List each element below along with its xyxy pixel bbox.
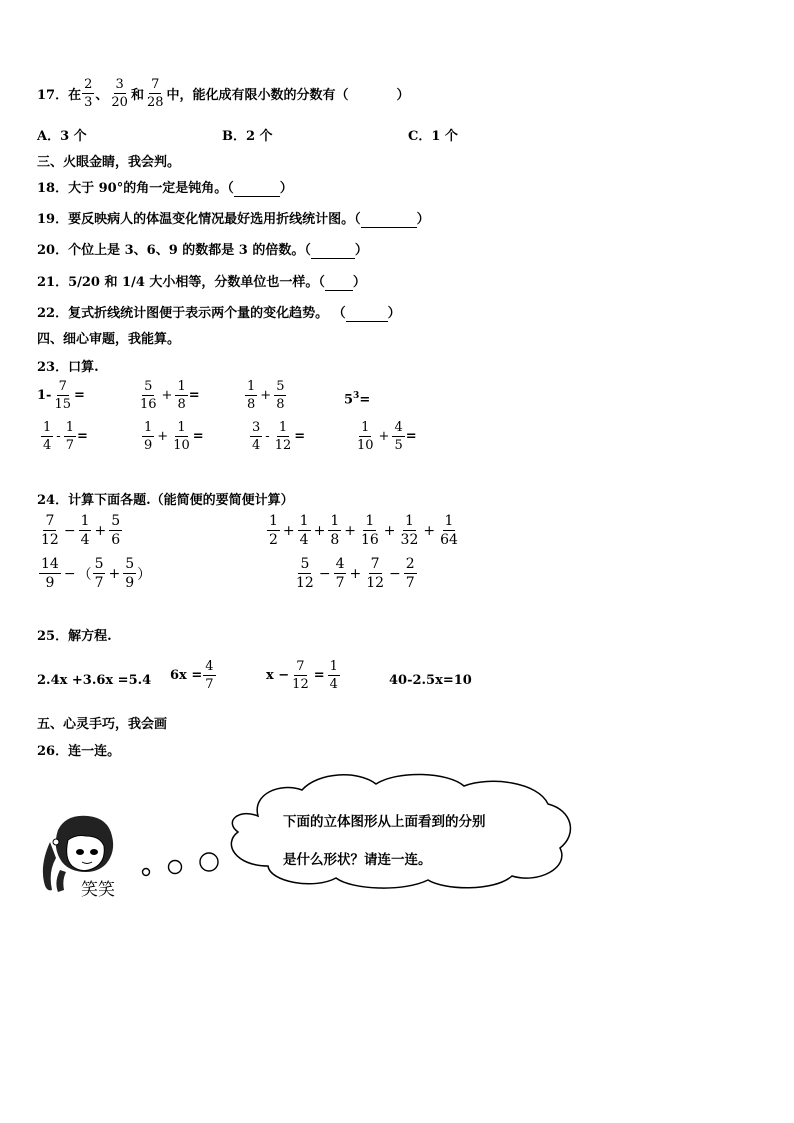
q23-item-2 <box>137 380 200 411</box>
q24-e4-op1: − <box>318 565 331 582</box>
section-3-heading: 三、火眼金睛，我会判。 <box>37 155 181 170</box>
q23-item-7-equals: = <box>294 429 306 444</box>
q23-item-4-base: 5 <box>344 392 354 408</box>
q23-item-2-equals: = <box>188 388 200 403</box>
q21-answer-blank[interactable] <box>325 275 353 291</box>
q23-item-7-op: - <box>265 429 270 444</box>
q20-answer-blank[interactable] <box>311 243 355 259</box>
q25-eq-2-fraction: $\frac{4}{7}$ <box>205 659 214 692</box>
q17-suffix: 中，能化成有限小数的分数有（ <box>166 88 349 103</box>
q25-eq-4: 40-2.5x=10 <box>389 673 472 688</box>
q24-e1-f1: $\frac{7}{12}$ <box>41 513 59 548</box>
q24-e1-f2: $\frac{1}{4}$ <box>80 513 90 548</box>
q25-title: 25．解方程. <box>37 629 112 644</box>
q22-close: ） <box>387 306 401 321</box>
q24-e3-op3: + <box>344 522 356 539</box>
q17-option-c[interactable]: C．1 个 <box>408 129 458 144</box>
cloud-bubble <box>218 768 582 893</box>
q19-text: 19．要反映病人的体温变化情况最好选用折线统计图。（ <box>37 212 361 227</box>
q23-item-3-op: + <box>260 388 272 403</box>
q23-item-6-fraction-b: $\frac{1}{10}$ <box>173 420 190 453</box>
q23-item-1-equals: = <box>74 388 85 403</box>
q21-text: 21．5/20 和 1/4 大小相等，分数单位也一样。（ <box>37 275 325 290</box>
q17-and: 和 <box>130 88 144 103</box>
q24-expr-1 <box>38 514 123 547</box>
q23-item-1-lead: 1- <box>37 388 52 403</box>
q24-e2-f0: $\frac{14}{9}$ <box>41 556 59 591</box>
q23-item-8-op: + <box>378 429 390 444</box>
q18-text: 18．大于 90°的角一定是钝角。（ <box>37 181 234 196</box>
bubble-text-line-1: 下面的立体图形从上面看到的分别 <box>283 814 486 830</box>
section-4-heading: 四、细心审题，我能算。 <box>37 332 181 347</box>
bubble-text-line-2: 是什么形状？请连一连。 <box>283 852 432 868</box>
q23-item-2-fraction-a: $\frac{5}{16}$ <box>140 379 157 412</box>
q23-item-2-op: + <box>161 388 173 403</box>
q21-close: ） <box>352 275 366 290</box>
q24-e2-minus: − <box>63 565 76 582</box>
q24-expr-2 <box>38 557 151 590</box>
q24-e3-op2: + <box>313 522 326 539</box>
q23-item-6-fraction-a: $\frac{1}{9}$ <box>144 420 153 453</box>
q23-item-5-fraction-b: $\frac{1}{7}$ <box>65 420 74 453</box>
q23-item-6-equals: = <box>192 429 204 444</box>
q23-item-6-op: + <box>157 429 169 444</box>
q20-close: ） <box>354 243 368 258</box>
q24-expr-4 <box>293 557 418 590</box>
q23-item-7 <box>249 421 305 452</box>
q18-close: ） <box>279 181 293 196</box>
q21 <box>37 271 366 291</box>
q25-eq-3-equals: = <box>313 668 325 683</box>
q23-item-2-fraction-b: $\frac{1}{8}$ <box>177 379 186 412</box>
q25-eq-2-lead: 6x = <box>170 668 203 683</box>
q25-eq-3-fraction-b: $\frac{1}{4}$ <box>329 659 338 692</box>
q25-eq-2 <box>170 660 217 691</box>
q23-item-7-fraction-a: $\frac{3}{4}$ <box>252 420 261 453</box>
q17-line <box>37 78 410 109</box>
q23-item-5-fraction-a: $\frac{1}{4}$ <box>43 420 52 453</box>
q17-fraction-2: $\frac{3}{20}$ <box>111 77 128 110</box>
q25-eq-3 <box>266 660 341 691</box>
q19-close: ） <box>416 212 430 227</box>
q24-e1-f3: $\frac{5}{6}$ <box>111 513 121 548</box>
q25-eq-1: 2.4x +3.6x =5.4 <box>37 673 152 688</box>
q24-e4-f3: $\frac{7}{12}$ <box>366 556 385 591</box>
thought-dot-medium <box>169 861 182 874</box>
q24-e1-op2: + <box>94 522 107 539</box>
q23-item-4-exponent: 3 <box>353 391 360 401</box>
thought-dots <box>138 848 223 882</box>
q17-prefix: 17．在 <box>37 88 82 103</box>
q23-item-1-fraction: $\frac{7}{15}$ <box>54 379 71 412</box>
q24-e4-f1: $\frac{5}{12}$ <box>296 556 314 591</box>
q23-item-3-fraction-a: $\frac{1}{8}$ <box>247 379 256 412</box>
q24-e2-plus: + <box>108 565 121 582</box>
q23-item-4-equals: = <box>359 392 371 408</box>
thought-dot-small <box>143 869 150 876</box>
q24-e2-f2: $\frac{5}{9}$ <box>125 556 135 591</box>
q23-title: 23．口算. <box>37 360 99 375</box>
q17-close: ） <box>396 88 410 103</box>
q17-separator: 、 <box>95 88 109 103</box>
section-5-heading: 五、心灵手巧，我会画 <box>37 717 168 732</box>
q23-item-3-fraction-b: $\frac{5}{8}$ <box>276 379 285 412</box>
q19-answer-blank[interactable] <box>361 212 417 228</box>
q24-e1-op1: − <box>63 522 76 539</box>
q24-e3-op5: + <box>423 522 436 539</box>
q20-text: 20．个位上是 3、6、9 的数都是 3 的倍数。（ <box>37 243 311 258</box>
q22-text: 22．复式折线统计图便于表示两个量的变化趋势。 （ <box>37 306 346 321</box>
q24-e3-f2: $\frac{1}{4}$ <box>299 513 309 548</box>
q23-item-4 <box>344 391 370 407</box>
q18 <box>37 177 293 197</box>
q23-item-8-fraction-b: $\frac{4}{5}$ <box>394 420 403 453</box>
q23-item-3 <box>244 380 287 411</box>
q23-item-8-fraction-a: $\frac{1}{10}$ <box>357 420 374 453</box>
q23-item-5 <box>40 421 88 452</box>
q24-e4-f2: $\frac{4}{7}$ <box>335 556 345 591</box>
q24-e4-op3: − <box>389 565 401 582</box>
q23-item-7-fraction-b: $\frac{1}{12}$ <box>274 420 292 453</box>
q20 <box>37 239 368 259</box>
q24-e3-f1: $\frac{1}{2}$ <box>269 513 278 548</box>
q24-e3-f5: $\frac{1}{32}$ <box>400 513 419 548</box>
q24-expr-3 <box>266 514 461 547</box>
q23-item-8 <box>354 421 417 452</box>
q17-option-a[interactable]: A．3 个 <box>37 129 87 144</box>
q24-e3-op1: + <box>282 522 295 539</box>
q22-answer-blank[interactable] <box>346 306 388 322</box>
q24-e2-f1: $\frac{5}{7}$ <box>94 556 104 591</box>
q24-e3-f4: $\frac{1}{16}$ <box>360 513 379 548</box>
q23-item-5-op: - <box>56 429 61 444</box>
q26-title: 26．连一连。 <box>37 744 121 759</box>
q24-e3-op4: + <box>383 522 396 539</box>
q24-e3-f6: $\frac{1}{64}$ <box>440 513 458 548</box>
q18-answer-blank[interactable] <box>234 181 280 197</box>
q19 <box>37 208 430 228</box>
q17-fraction-3: $\frac{7}{28}$ <box>146 77 164 110</box>
q25-eq-3-fraction-a: $\frac{7}{12}$ <box>292 659 309 692</box>
q24-e4-f4: $\frac{2}{7}$ <box>405 556 415 591</box>
girl-caption: 笑笑 <box>81 880 115 900</box>
q23-item-8-equals: = <box>405 429 417 444</box>
q24-e4-op2: + <box>349 565 362 582</box>
q22 <box>37 302 401 322</box>
q17-option-b[interactable]: B．2 个 <box>222 129 273 144</box>
q23-item-5-equals: = <box>76 429 88 444</box>
q25-eq-3-lead: x − <box>266 668 290 683</box>
q17-fraction-1: $\frac{2}{3}$ <box>84 77 93 110</box>
q24-title: 24．计算下面各题.（能简便的要简便计算） <box>37 493 294 508</box>
q24-e2-lparen: （ <box>77 566 92 583</box>
q24-e3-f3: $\frac{1}{8}$ <box>330 513 340 548</box>
thought-dot-large <box>200 853 218 871</box>
q24-e2-rparen: ） <box>137 566 152 583</box>
q23-item-6 <box>141 421 204 452</box>
q23-item-1 <box>37 380 85 411</box>
